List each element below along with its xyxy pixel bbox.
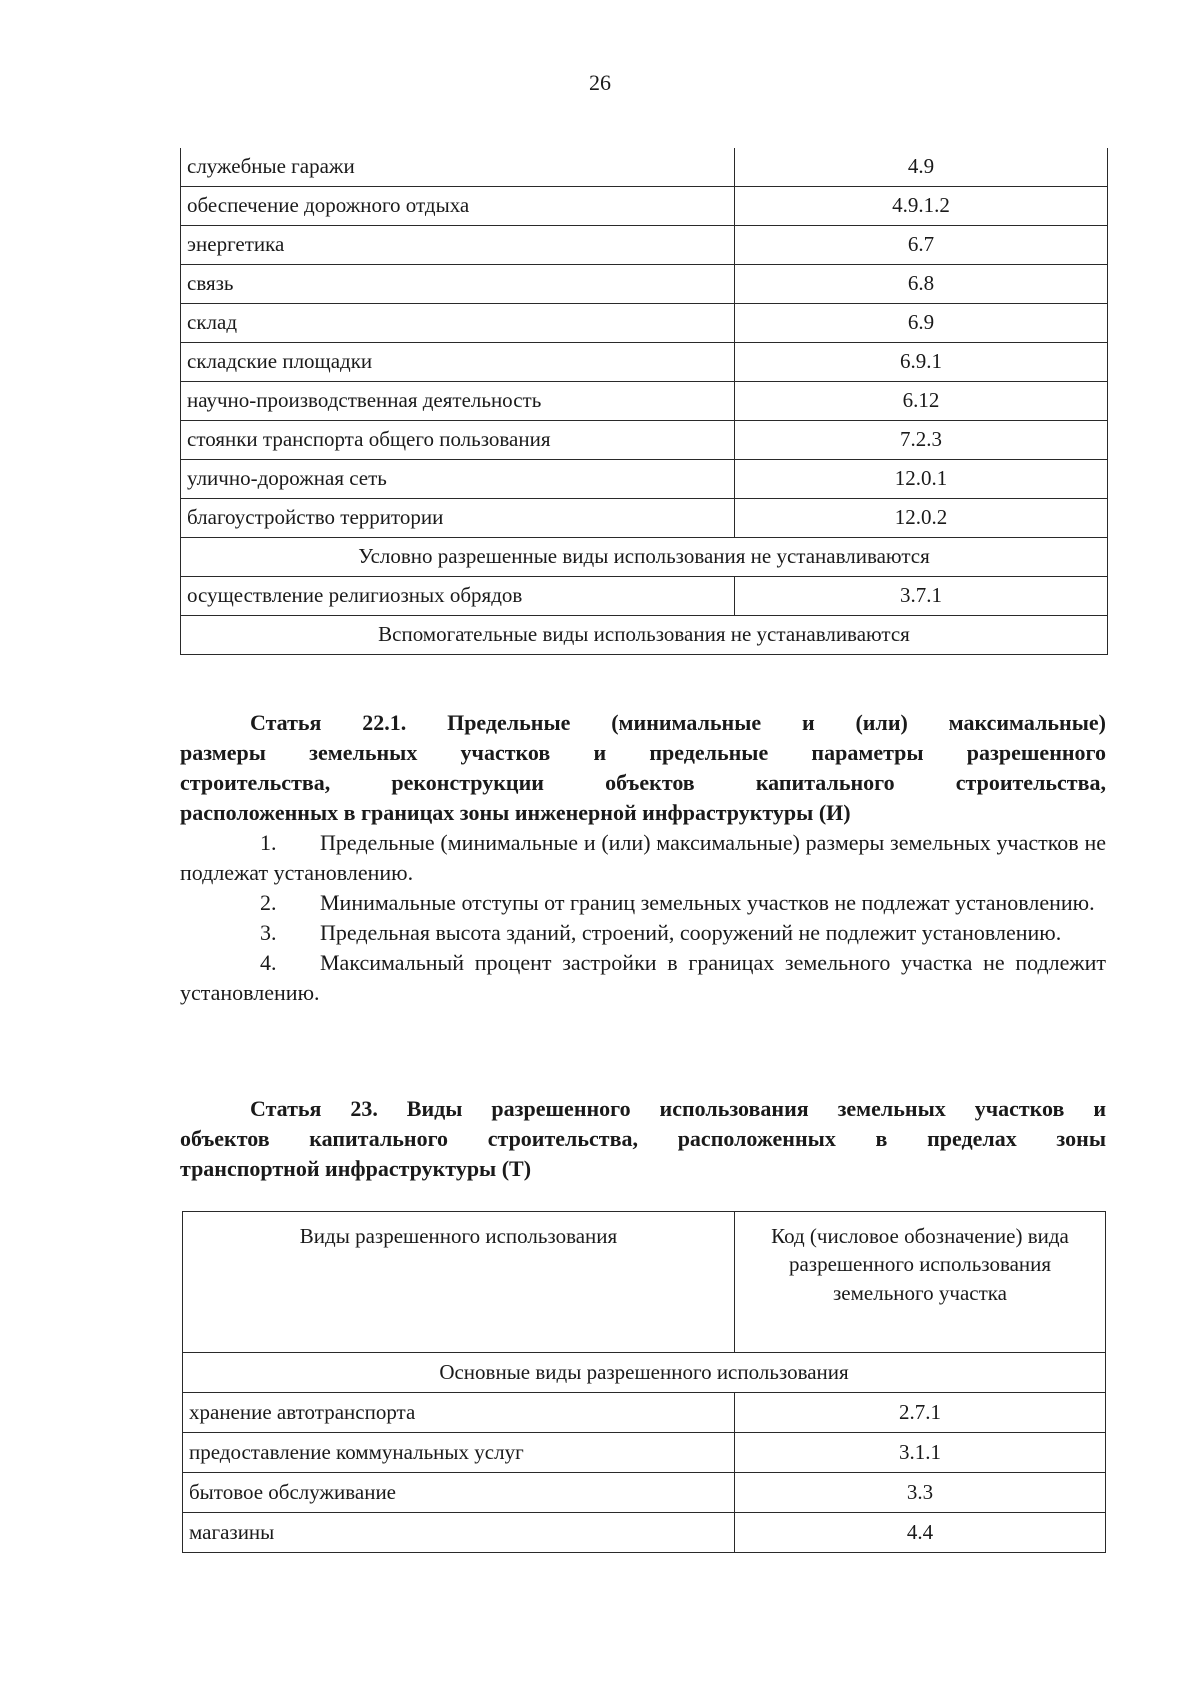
item-number: 3. xyxy=(260,920,277,945)
use-code: 6.8 xyxy=(735,265,1108,304)
article-title-line: объектов капитального строительства, расположенных в пределах зоны xyxy=(180,1126,1106,1151)
table-row xyxy=(183,1433,1106,1473)
article-22-1 xyxy=(180,708,1106,1008)
use-code: 12.0.1 xyxy=(735,460,1108,499)
item-text: Максимальный процент застройки в границах земельного участка не подлежит установлению. xyxy=(180,950,1106,1005)
article-title-line: размеры земельных участков и предельные параметры разрешенного xyxy=(180,740,1106,765)
use-code: 2.7.1 xyxy=(735,1393,1106,1433)
use-code: 3.1.1 xyxy=(735,1433,1106,1473)
item-number: 1. xyxy=(260,830,277,855)
list-item xyxy=(180,918,1106,948)
article-23 xyxy=(180,1094,1106,1184)
table-header-row xyxy=(183,1212,1106,1353)
section-header-row xyxy=(181,538,1108,577)
list-item xyxy=(180,828,1106,888)
use-name: энергетика xyxy=(181,226,735,265)
table-row xyxy=(181,226,1108,265)
use-name: связь xyxy=(181,265,735,304)
item-text: Предельная высота зданий, строений, сооружений не подлежит установлению. xyxy=(320,920,1062,945)
table-row xyxy=(181,148,1108,187)
use-code: 6.7 xyxy=(735,226,1108,265)
article-title-line: расположенных в границах зоны инженерной инфраструктуры (И) xyxy=(180,800,851,825)
use-name: стоянки транспорта общего пользования xyxy=(181,421,735,460)
table-row xyxy=(183,1393,1106,1433)
use-name: склад xyxy=(181,304,735,343)
item-number: 2. xyxy=(260,890,277,915)
use-name: улично-дорожная сеть xyxy=(181,460,735,499)
use-code: 6.12 xyxy=(735,382,1108,421)
table-row xyxy=(181,187,1108,226)
section-header-row xyxy=(181,616,1108,655)
column-header-code: Код (числовое обозначение) вида разрешенного использования земельного участка xyxy=(735,1212,1106,1353)
article-title-line: строительства, реконструкции объектов капитального строительства, xyxy=(180,770,1106,795)
table-row xyxy=(181,265,1108,304)
section-header-row xyxy=(183,1353,1106,1393)
use-code: 7.2.3 xyxy=(735,421,1108,460)
table-row xyxy=(181,499,1108,538)
table-row xyxy=(181,577,1108,616)
column-header-name: Виды разрешенного использования xyxy=(183,1212,735,1353)
item-text: Минимальные отступы от границ земельных участков не подлежат установлению. xyxy=(320,890,1095,915)
use-code: 4.9.1.2 xyxy=(735,187,1108,226)
use-name: складские площадки xyxy=(181,343,735,382)
permitted-uses-table-continued xyxy=(180,148,1108,655)
use-name: обеспечение дорожного отдыха xyxy=(181,187,735,226)
auxiliary-uses-header: Вспомогательные виды использования не устанавливаются xyxy=(181,616,1108,655)
use-name: научно-производственная деятельность xyxy=(181,382,735,421)
item-number: 4. xyxy=(260,950,277,975)
list-item xyxy=(180,888,1106,918)
table-row xyxy=(181,382,1108,421)
use-name: хранение автотранспорта xyxy=(183,1393,735,1433)
table-row xyxy=(181,421,1108,460)
use-code: 6.9 xyxy=(735,304,1108,343)
conditional-uses-header: Условно разрешенные виды использования не устанавливаются xyxy=(181,538,1108,577)
article-title-line: транспортной инфраструктуры (Т) xyxy=(180,1156,532,1181)
transport-zone-uses-table xyxy=(182,1211,1106,1553)
list-item xyxy=(180,948,1106,1008)
table-row xyxy=(181,304,1108,343)
table-row xyxy=(181,460,1108,499)
page-number: 26 xyxy=(589,70,611,95)
use-name: бытовое обслуживание xyxy=(183,1473,735,1513)
use-name: предоставление коммунальных услуг xyxy=(183,1433,735,1473)
use-name: служебные гаражи xyxy=(181,148,735,187)
main-uses-header: Основные виды разрешенного использования xyxy=(183,1353,1106,1393)
use-name: благоустройство территории xyxy=(181,499,735,538)
use-code: 6.9.1 xyxy=(735,343,1108,382)
table-row xyxy=(181,343,1108,382)
use-code: 4.4 xyxy=(735,1513,1106,1553)
use-name: магазины xyxy=(183,1513,735,1553)
use-code: 3.7.1 xyxy=(735,577,1108,616)
table-row xyxy=(183,1513,1106,1553)
article-title-line: Статья 22.1. Предельные (минимальные и (или) максимальные) xyxy=(250,710,1106,735)
article-title-line: Статья 23. Виды разрешенного использования земельных участков и xyxy=(250,1096,1106,1121)
use-code: 12.0.2 xyxy=(735,499,1108,538)
use-code: 4.9 xyxy=(735,148,1108,187)
use-name: осуществление религиозных обрядов xyxy=(181,577,735,616)
table-row xyxy=(183,1473,1106,1513)
item-text: Предельные (минимальные и (или) максимальные) размеры земельных участков не подлежат установлению. xyxy=(180,830,1106,885)
use-code: 3.3 xyxy=(735,1473,1106,1513)
